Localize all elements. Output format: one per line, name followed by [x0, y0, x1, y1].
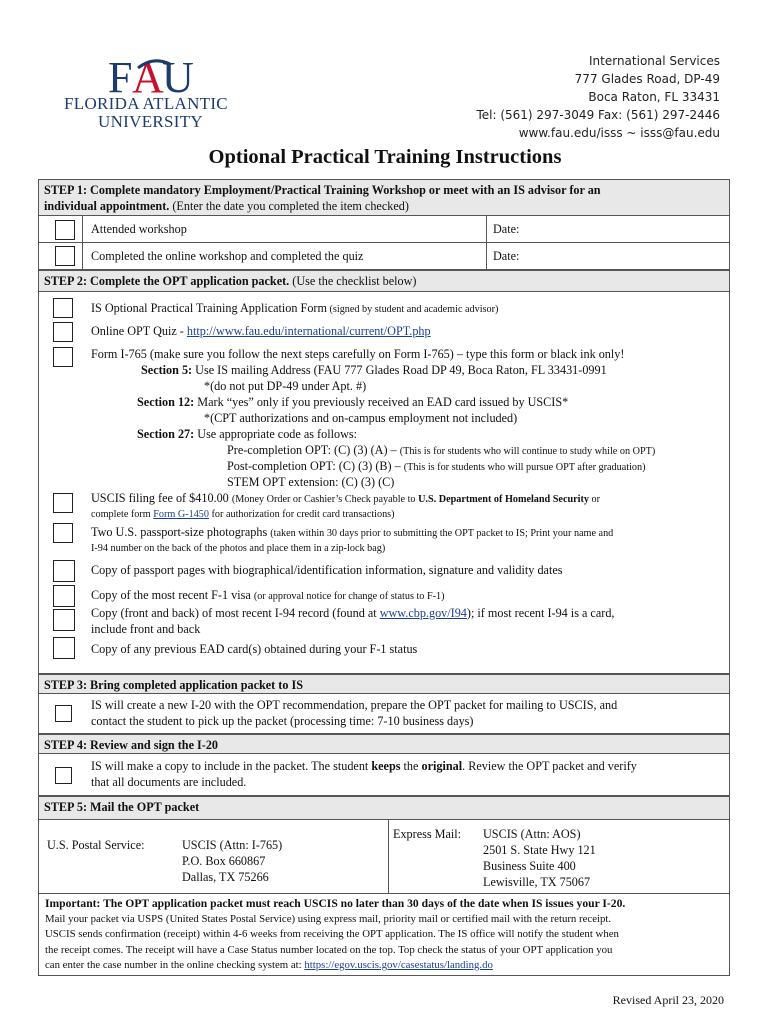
step3-checkbox[interactable] — [55, 705, 72, 722]
checklist-item: Form I-765 (make sure you follow the next steps carefully on Form I-765) – type this form or black ink only! — [91, 347, 625, 361]
step1-heading: STEP 1: Complete mandatory Employment/Practical Training Workshop or meet with an IS advisor for an — [44, 183, 601, 197]
checklist-item: Copy of passport pages with biographical/identification information, signature and validity dates — [91, 563, 563, 577]
postal-label: U.S. Postal Service: — [47, 838, 145, 852]
step1-date-field[interactable]: Date: — [493, 222, 520, 236]
step2-header — [38, 270, 730, 292]
checklist-item: Copy of the most recent F-1 visa (or approval notice for change of status to F-1) — [91, 588, 445, 602]
express-address: Business Suite 400 — [483, 859, 576, 873]
attended-workshop-checkbox[interactable] — [55, 220, 75, 240]
checklist-item: USCIS filing fee of $410.00 (Money Order or Cashier’s Check payable to U.S. Department of Homeland Security or — [91, 491, 601, 505]
step3-header — [38, 674, 730, 694]
case-status-link[interactable]: https://egov.uscis.gov/casestatus/landing.do — [304, 959, 493, 971]
step1-item-label: Attended workshop — [91, 222, 187, 236]
revised-date: Revised April 23, 2020 — [612, 993, 724, 1007]
logo-line2: UNIVERSITY — [98, 112, 203, 131]
cbp-i94-link[interactable]: www.cbp.gov/I94 — [379, 606, 467, 620]
phone-line: Tel: (561) 297-3049 Fax: (561) 297-2446 — [476, 108, 720, 122]
checklist-item: Online OPT Quiz - http://www.fau.edu/international/current/OPT.php — [91, 324, 431, 338]
express-address: USCIS (Attn: AOS) — [483, 827, 581, 841]
visa-checkbox[interactable] — [53, 585, 75, 607]
step3-line1: IS will create a new I-20 with the OPT recommendation, prepare the OPT packet for mailing to USCIS, and — [91, 698, 618, 712]
step4-heading: STEP 4: Review and sign the I-20 — [44, 738, 219, 752]
step5-body — [38, 820, 730, 894]
checklist-item-cont: I-94 number on the back of the photos and place them in a zip-lock bag) — [91, 543, 386, 554]
step4-header — [38, 734, 730, 754]
step3-line2: contact the student to pick up the packet (processing time: 7-10 business days) — [91, 714, 474, 728]
svg-text:U: U — [162, 54, 194, 98]
divider — [39, 242, 729, 243]
section5-line: Section 5: Use IS mailing Address (FAU 777 Glades Road DP 49, Boca Raton, FL 33431-0991 — [141, 363, 607, 377]
postal-address: USCIS (Attn: I-765) — [182, 838, 283, 852]
svg-text:F: F — [108, 54, 133, 98]
divider — [82, 216, 83, 270]
filing-fee-checkbox[interactable] — [53, 493, 73, 513]
passport-checkbox[interactable] — [53, 560, 75, 582]
step3-heading: STEP 3: Bring completed application packet to IS — [44, 678, 304, 692]
checklist-item: Copy of any previous EAD card(s) obtained during your F-1 status — [91, 642, 418, 656]
step1-date-field[interactable]: Date: — [493, 249, 520, 263]
i765-checkbox[interactable] — [53, 347, 73, 367]
step2-checklist — [38, 292, 730, 674]
instruction-sheet — [38, 179, 730, 1000]
svg-text:A: A — [132, 54, 164, 98]
ead-checkbox[interactable] — [53, 637, 75, 659]
g1450-link[interactable]: Form G-1450 — [153, 509, 209, 520]
express-label: Express Mail: — [393, 827, 462, 841]
important-line: the receipt comes. The receipt will have a Case Status number located on the top. Top check the status of your OPT application you — [45, 943, 613, 956]
step5-header — [38, 796, 730, 820]
important-line: Mail your packet via USPS (United States Postal Service) using express mail, priority mail or certified mail with the return receipt. — [45, 912, 612, 925]
step4-line1: IS will make a copy to include in the packet. The student keeps the original. Review the OPT packet and verify — [91, 759, 637, 773]
step2-heading-rest: (Use the checklist below) — [289, 274, 417, 288]
pre-completion-line: Pre-completion OPT: (C) (3) (A) – (This is for students who will continue to study while on OPT) — [227, 443, 656, 457]
step1-header — [38, 179, 730, 216]
step5-heading: STEP 5: Mail the OPT packet — [44, 800, 200, 814]
checklist-item-cont: complete form Form G-1450 for authorization for credit card transactions) — [91, 509, 395, 520]
checklist-item: Copy (front and back) of most recent I-94 record (found at www.cbp.gov/I94); if most recent I-94 is a card, — [91, 606, 615, 620]
step1-item-label: Completed the online workshop and completed the quiz — [91, 249, 364, 263]
opt-quiz-checkbox[interactable] — [53, 322, 73, 342]
address-line: 777 Glades Road, DP-49 — [574, 72, 720, 86]
online-workshop-checkbox[interactable] — [55, 246, 75, 266]
step1-heading2: individual appointment. — [44, 199, 170, 213]
logo-line1: FLORIDA ATLANTIC — [64, 94, 228, 113]
i94-checkbox[interactable] — [53, 609, 75, 631]
org-name: International Services — [588, 54, 720, 68]
postal-address: Dallas, TX 75266 — [182, 870, 269, 884]
important-note — [38, 894, 730, 976]
important-line: can enter the case number in the online checking system at: https://egov.uscis.gov/casestatus/landing.do — [45, 959, 493, 971]
fau-logo — [64, 46, 250, 132]
city-line: Boca Raton, FL 33431 — [588, 90, 720, 104]
express-address: Lewisville, TX 75067 — [483, 875, 591, 889]
checklist-item: Two U.S. passport-size photographs (taken within 30 days prior to submitting the OPT packet to IS; Print your name and — [91, 525, 614, 539]
step4-checkbox[interactable] — [55, 767, 72, 784]
fau-owl-logo-icon — [108, 54, 198, 98]
important-bold: Important: The OPT application packet must reach USCIS no later than 30 days of the date when IS issues your I-20. — [45, 897, 626, 910]
post-completion-line: Post-completion OPT: (C) (3) (B) – (This is for students who will pursue OPT after graduation) — [227, 459, 646, 473]
step3-body — [38, 694, 730, 734]
web-line: www.fau.edu/isss ~ isss@fau.edu — [518, 126, 720, 140]
step1-heading-rest: (Enter the date you completed the item checked) — [169, 199, 409, 213]
postal-address: P.O. Box 660867 — [182, 854, 266, 868]
step4-body — [38, 754, 730, 796]
application-form-checkbox[interactable] — [53, 298, 73, 318]
important-line: USCIS sends confirmation (receipt) within 4-6 weeks from receiving the OPT application. The IS office will notify the student when — [45, 928, 619, 940]
section12-line: Section 12: Mark “yes” only if you previously received an EAD card issued by USCIS* — [137, 395, 569, 409]
step4-line2: that all documents are included. — [91, 775, 247, 789]
section12-note: *(CPT authorizations and on-campus employment not included) — [204, 411, 518, 425]
page-title: Optional Practical Training Instructions — [208, 146, 562, 168]
divider — [388, 820, 389, 894]
checklist-item-cont: include front and back — [91, 622, 201, 636]
stem-line: STEM OPT extension: (C) (3) (C) — [227, 475, 395, 489]
section27-line: Section 27: Use appropriate code as follows: — [137, 427, 358, 441]
photos-checkbox[interactable] — [53, 523, 73, 543]
checklist-item: IS Optional Practical Training Application Form (signed by student and academic advisor) — [91, 301, 499, 315]
step1-table — [38, 216, 730, 270]
express-address: 2501 S. State Hwy 121 — [483, 843, 596, 857]
contact-block — [476, 52, 720, 142]
step2-heading: STEP 2: Complete the OPT application packet. — [44, 274, 290, 288]
opt-quiz-link[interactable]: http://www.fau.edu/international/current/OPT.php — [186, 324, 431, 338]
section5-note: *(do not put DP-49 under Apt. #) — [204, 379, 367, 393]
divider — [486, 216, 487, 270]
